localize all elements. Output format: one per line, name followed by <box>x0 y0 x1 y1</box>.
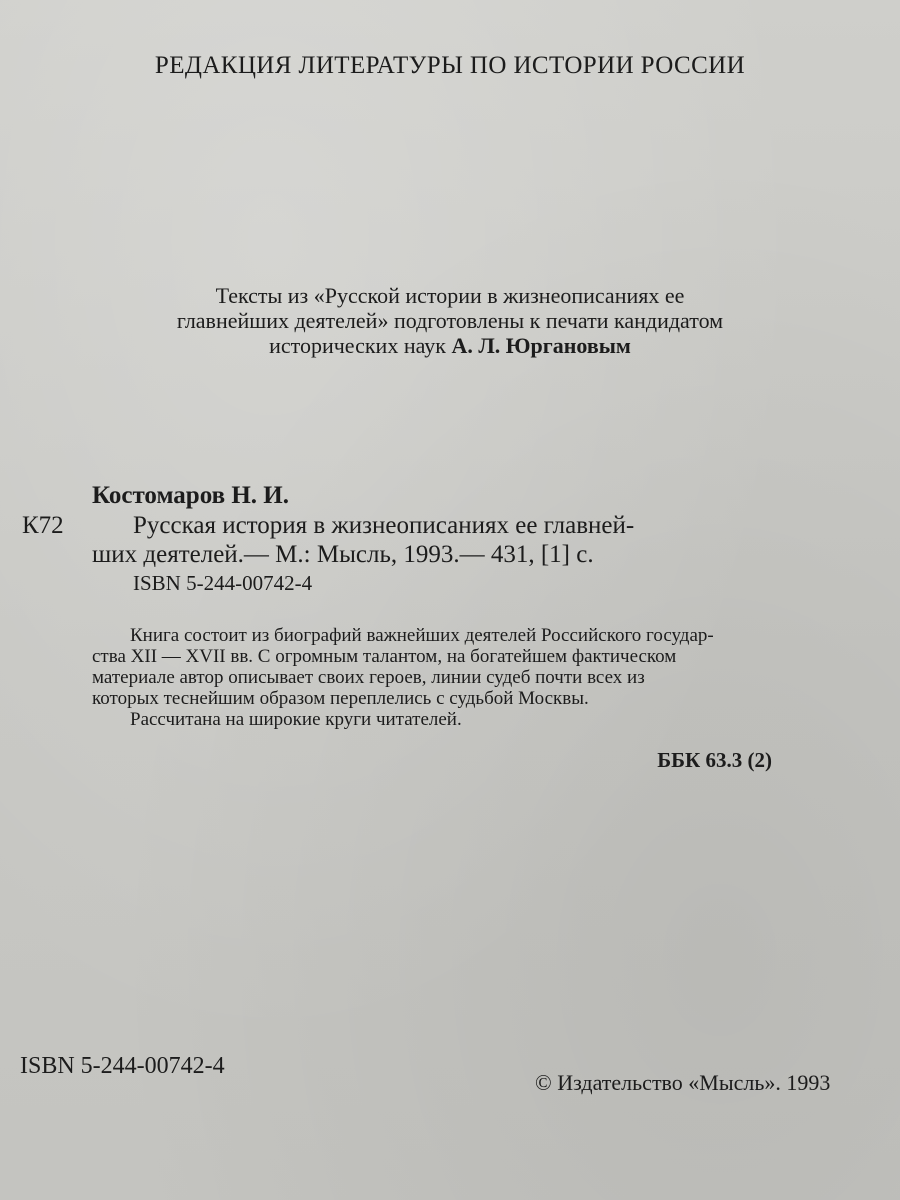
catalog-code: К72 <box>22 512 64 539</box>
catalog-title-line-1: Русская история в жизнеописаниях ее главней- <box>133 512 635 539</box>
preparation-note-line-2: главнейших деятелей» подготовлены к печати кандидатом <box>176 308 724 333</box>
editorial-office-heading: РЕДАКЦИЯ ЛИТЕРАТУРЫ ПО ИСТОРИИ РОССИИ <box>154 52 746 79</box>
catalog-isbn: ISBN 5-244-00742-4 <box>133 571 313 595</box>
footer-isbn: ISBN 5-244-00742-4 <box>20 1053 225 1079</box>
abstract-line-4: которых теснейшим образом переплелись с судьбой Москвы. <box>92 688 589 709</box>
abstract-line-3: материале автор описывает своих героев, линии судеб почти всех из <box>92 667 645 688</box>
preparation-note-line-1: Тексты из «Русской истории в жизнеописаниях ее <box>215 283 685 308</box>
abstract-line-2: ства XII — XVII вв. С огромным талантом, на богатейшем фактическом <box>92 646 677 667</box>
abstract-line-5: Рассчитана на широкие круги читателей. <box>130 709 462 730</box>
copyright-notice: © Издательство «Мысль». 1993 <box>535 1070 831 1095</box>
bbk-code: ББК 63.3 (2) <box>657 748 772 772</box>
catalog-author: Костомаров Н. И. <box>92 482 289 509</box>
preparation-note-line-3 <box>0 333 900 359</box>
preparation-note-prefix: исторических наук <box>269 333 452 358</box>
abstract-line-1: Книга состоит из биографий важнейших деятелей Российского государ- <box>130 625 714 646</box>
catalog-title-line-2: ших деятелей.— М.: Мысль, 1993.— 431, [1] с. <box>92 541 594 568</box>
editor-name: А. Л. Юргановым <box>451 333 631 358</box>
